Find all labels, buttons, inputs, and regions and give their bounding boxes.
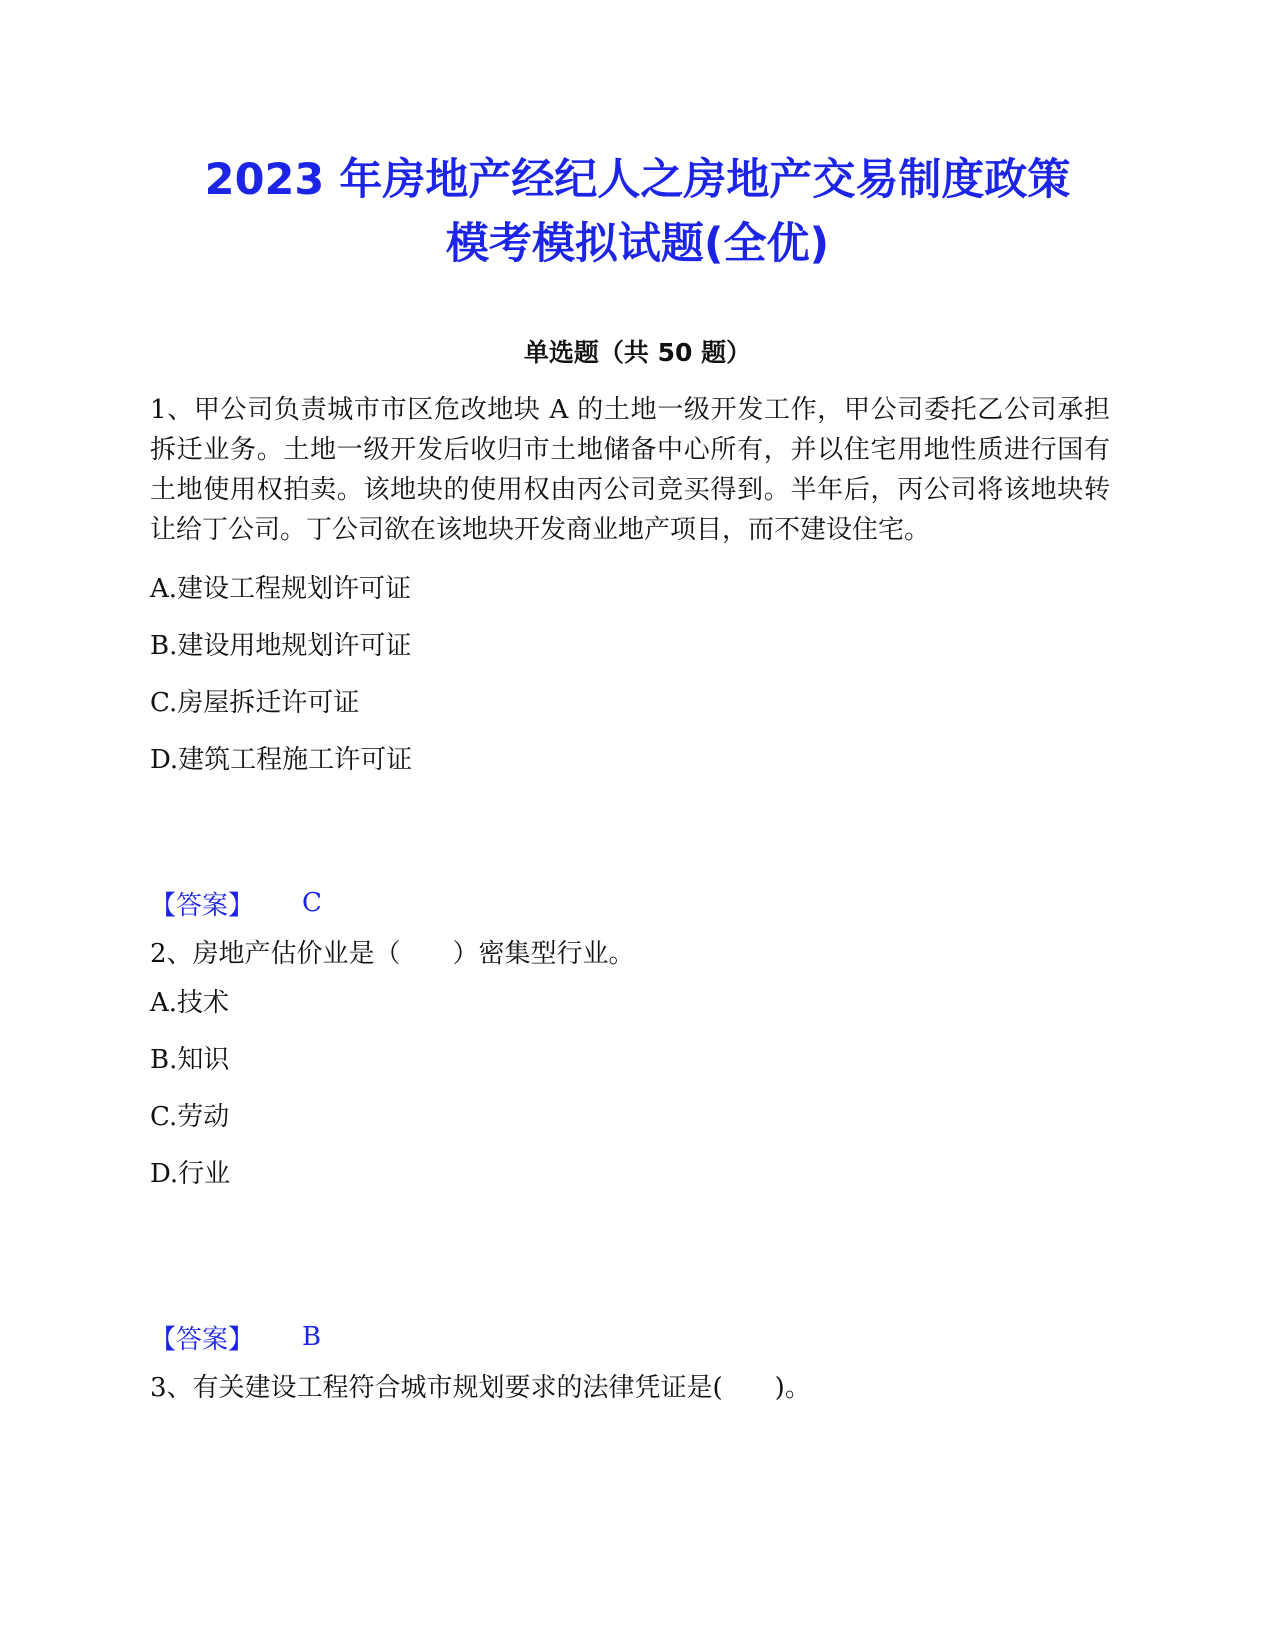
option-b: B.建设用地规划许可证 — [150, 630, 412, 661]
option-d: D.建筑工程施工许可证 — [150, 744, 413, 775]
question-stem: 1、甲公司负责城市市区危改地块 A 的土地一级开发工作，甲公司委托乙公司承担拆迁业务。土地一级开发后收归市土地储备中心所有，并以住宅用地性质进行国有土地使用权拍卖。该地块的使用权由丙公司竞买得到。半年后，丙公司将该地块转让给丁公司。丁公司欲在该地块开发商业地产项目，而不建设住宅。 — [150, 395, 1110, 545]
answer-label: 【答案】 — [150, 890, 255, 921]
section-heading: 单选题（共 50 题） — [523, 338, 752, 367]
option-c: C.房屋拆迁许可证 — [150, 687, 360, 718]
question-list — [150, 390, 1110, 1408]
option-d: D.行业 — [150, 1158, 231, 1189]
answer-value: B — [302, 1322, 322, 1352]
document-title-line-2: 模考模拟试题(全优) — [445, 219, 830, 269]
option-c: C.劳动 — [150, 1101, 230, 1132]
document-title — [130, 148, 1145, 276]
answer-label: 【答案】 — [150, 1324, 255, 1355]
question-stem: 3、有关建设工程符合城市规划要求的法律凭证是( )。 — [150, 1373, 811, 1403]
answer-row — [150, 878, 1110, 928]
question-1 — [150, 390, 1110, 928]
question-3 — [150, 1368, 1110, 1408]
question-2 — [150, 934, 1110, 1362]
question-stem: 2、房地产估价业是（ ）密集型行业。 — [150, 939, 635, 969]
option-b: B.知识 — [150, 1044, 230, 1075]
answer-value: C — [302, 888, 322, 918]
answer-row — [150, 1312, 1110, 1362]
option-a: A.建设工程规划许可证 — [150, 573, 412, 604]
document-title-line-1: 2023 年房地产经纪人之房地产交易制度政策 — [204, 155, 1071, 205]
option-a: A.技术 — [150, 987, 230, 1018]
